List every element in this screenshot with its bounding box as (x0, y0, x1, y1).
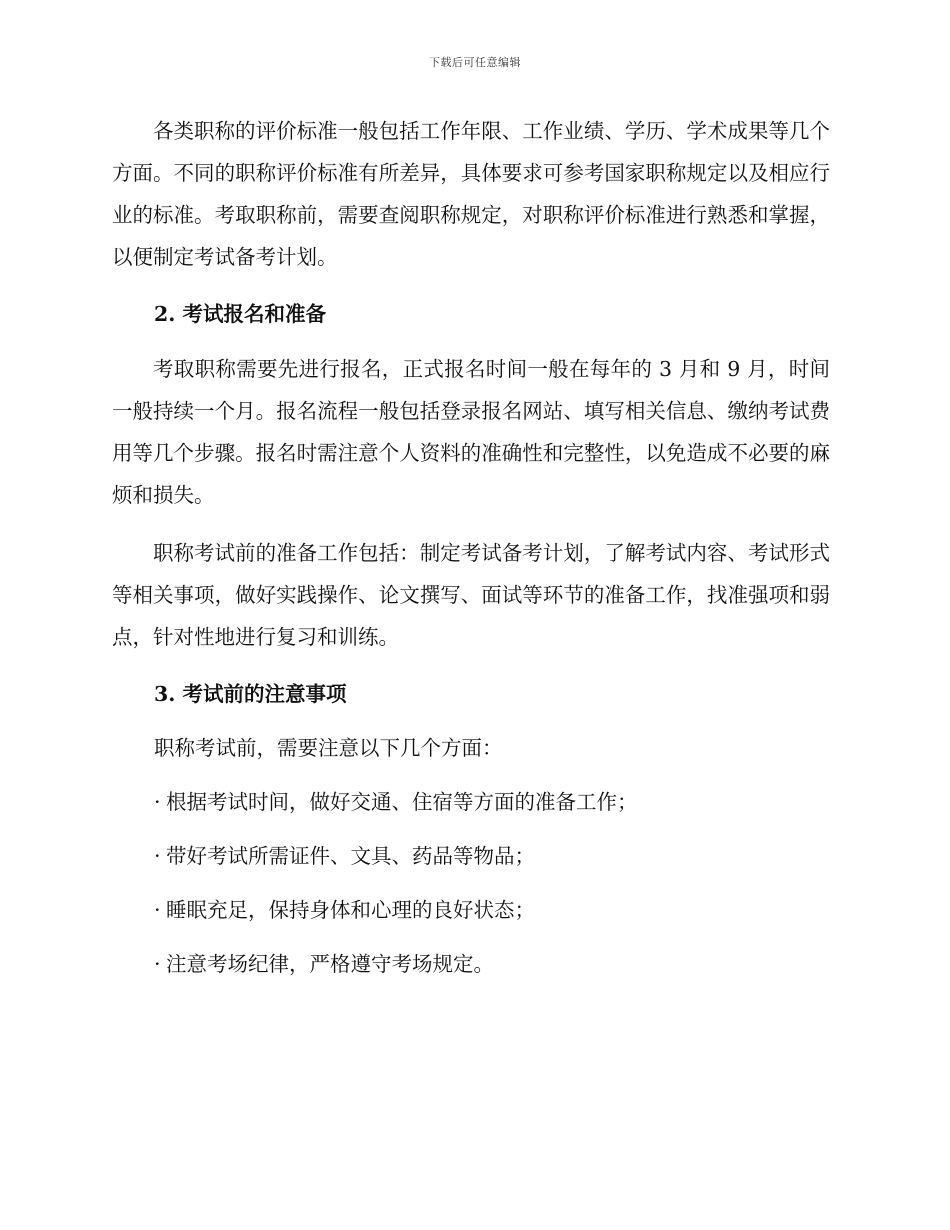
bullet-marker: · (154, 898, 161, 922)
list-item-text: 根据考试时间，做好交通、住宿等方面的准备工作； (166, 790, 638, 814)
list-item-text: 带好考试所需证件、文具、药品等物品； (166, 844, 535, 868)
bullet-marker: · (154, 790, 161, 814)
paragraph-evaluation-standards: 各类职称的评价标准一般包括工作年限、工作业绩、学历、学术成果等几个方面。不同的职称评价标准有所差异，具体要求可参考国家职称规定以及相应行业的标准。考取职称前，需要查阅职称规定，对职称评价标准进行熟悉和掌握，以便制定考试备考计划。 (112, 119, 830, 269)
section-heading-registration: 2. 考试报名和准备 (154, 302, 327, 326)
list-item (112, 836, 830, 876)
document-body (112, 110, 830, 998)
list-item (112, 782, 830, 822)
section-heading-precautions: 3. 考试前的注意事项 (154, 682, 347, 706)
paragraph-registration: 考取职称需要先进行报名，正式报名时间一般在每年的 3 月和 9 月，时间一般持续一个月。报名流程一般包括登录报名网站、填写相关信息、缴纳考试费用等几个步骤。报名时需注意个人资料的准确性和完整性，以免造成不必要的麻烦和损失。 (112, 357, 830, 507)
list-item (112, 944, 830, 984)
list-item-text: 注意考场纪律，严格遵守考场规定。 (166, 952, 494, 976)
paragraph-preparation: 职称考试前的准备工作包括：制定考试备考计划，了解考试内容、考试形式等相关事项，做好实践操作、论文撰写、面试等环节的准备工作，找准强项和弱点，针对性地进行复习和训练。 (112, 541, 830, 649)
list-item (112, 890, 830, 930)
paragraph-precautions-intro: 职称考试前，需要注意以下几个方面： (154, 736, 503, 760)
bullet-marker: · (154, 952, 161, 976)
list-item-text: 睡眠充足，保持身体和心理的良好状态； (166, 898, 535, 922)
bullet-marker: · (154, 844, 161, 868)
page-header: 下载后可任意编辑 (429, 56, 521, 69)
